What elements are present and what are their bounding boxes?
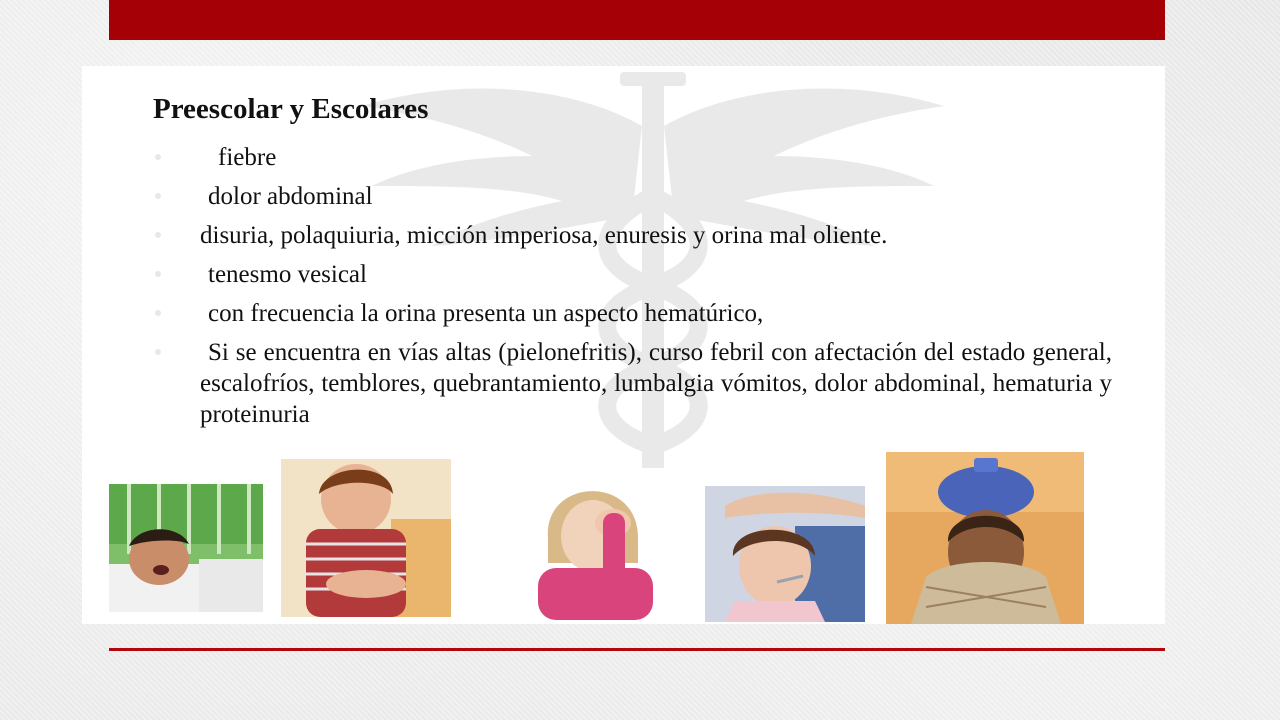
list-item bbox=[152, 337, 1112, 430]
photo-crying-child bbox=[109, 484, 263, 612]
bullet-dot-icon bbox=[155, 193, 161, 199]
photo-boy-ice-bag bbox=[886, 452, 1084, 624]
bullet-dot-icon bbox=[155, 310, 161, 316]
bottom-divider bbox=[109, 648, 1165, 651]
symptom-list bbox=[152, 142, 1112, 438]
list-item-text: disuria, polaquiuria, micción imperiosa, enuresis y orina mal oliente. bbox=[200, 222, 888, 249]
list-item-text: tenesmo vesical bbox=[208, 261, 367, 288]
bullet-dot-icon bbox=[155, 349, 161, 355]
list-item-text: fiebre bbox=[218, 144, 277, 171]
bullet-dot-icon bbox=[155, 154, 161, 160]
list-item bbox=[152, 220, 1112, 251]
list-item bbox=[152, 298, 1112, 329]
bullet-dot-icon bbox=[155, 271, 161, 277]
photo-sad-boy bbox=[281, 459, 451, 617]
photo-girl-headache bbox=[518, 468, 670, 620]
list-item-text: Si se encuentra en vías altas (pielonefritis), curso febril con afectación del estado general, escalofríos, temblores, quebrantamiento, lumbalgia vómitos, dolor abdominal, hematuria y proteinuria bbox=[200, 339, 1112, 428]
list-item bbox=[152, 142, 1112, 173]
bullet-dot-icon bbox=[155, 232, 161, 238]
slide-title: Preescolar y Escolares bbox=[153, 93, 429, 125]
list-item bbox=[152, 259, 1112, 290]
list-item-text: con frecuencia la orina presenta un aspecto hematúrico, bbox=[208, 300, 764, 327]
photo-girl-thermometer bbox=[705, 486, 865, 622]
list-item bbox=[152, 181, 1112, 212]
top-accent-bar bbox=[109, 0, 1165, 40]
list-item-text: dolor abdominal bbox=[208, 183, 373, 210]
